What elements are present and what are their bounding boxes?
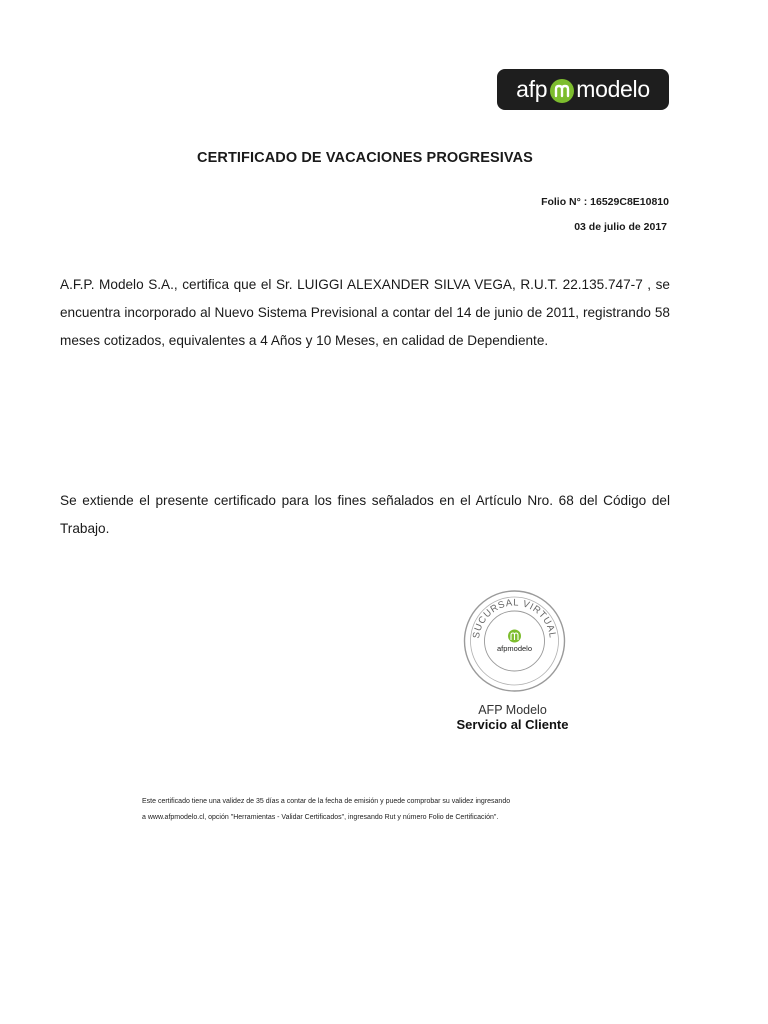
afp-modelo-logo xyxy=(497,69,669,110)
certification-paragraph: A.F.P. Modelo S.A., certifica que el Sr. LUIGGI ALEXANDER SILVA VEGA, R.U.T. 22.135.747-7 , se encuentra incorporado al Nuevo Sistema Previsional a contar del 14 de junio de 2011, registrando 58 meses cotizados, equivalentes a 4 Años y 10 Meses, en calidad de Dependiente. xyxy=(60,277,670,348)
logo-m-icon xyxy=(550,79,574,103)
virtual-branch-seal xyxy=(452,589,577,694)
folio-number: Folio N° : 16529C8E10810 xyxy=(541,196,669,208)
logo-text-modelo: modelo xyxy=(576,76,650,102)
document-title: CERTIFICADO DE VACACIONES PROGRESIVAS xyxy=(197,150,533,166)
seal-inner-logo: afpmodelo xyxy=(496,644,533,653)
validity-note-line-2: a www.afpmodelo.cl, opción "Herramientas - Validar Certificados", ingresando Rut y número Folio de Certificación". xyxy=(142,814,499,821)
logo-text-afp: afp xyxy=(516,76,548,102)
purpose-paragraph: Se extiende el presente certificado para los fines señalados en el Artículo Nro. 68 del Código del Trabajo. xyxy=(60,493,670,536)
validity-note-line-1: Este certificado tiene una validez de 35 días a contar de la fecha de emisión y puede comprobar su validez ingresando xyxy=(142,798,511,805)
issue-date: 03 de julio de 2017 xyxy=(574,221,667,233)
seal-department: Servicio al Cliente xyxy=(456,717,569,732)
seal-ring-text: SUCURSAL VIRTUAL xyxy=(470,597,558,640)
seal-organization-name: AFP Modelo xyxy=(478,703,547,717)
